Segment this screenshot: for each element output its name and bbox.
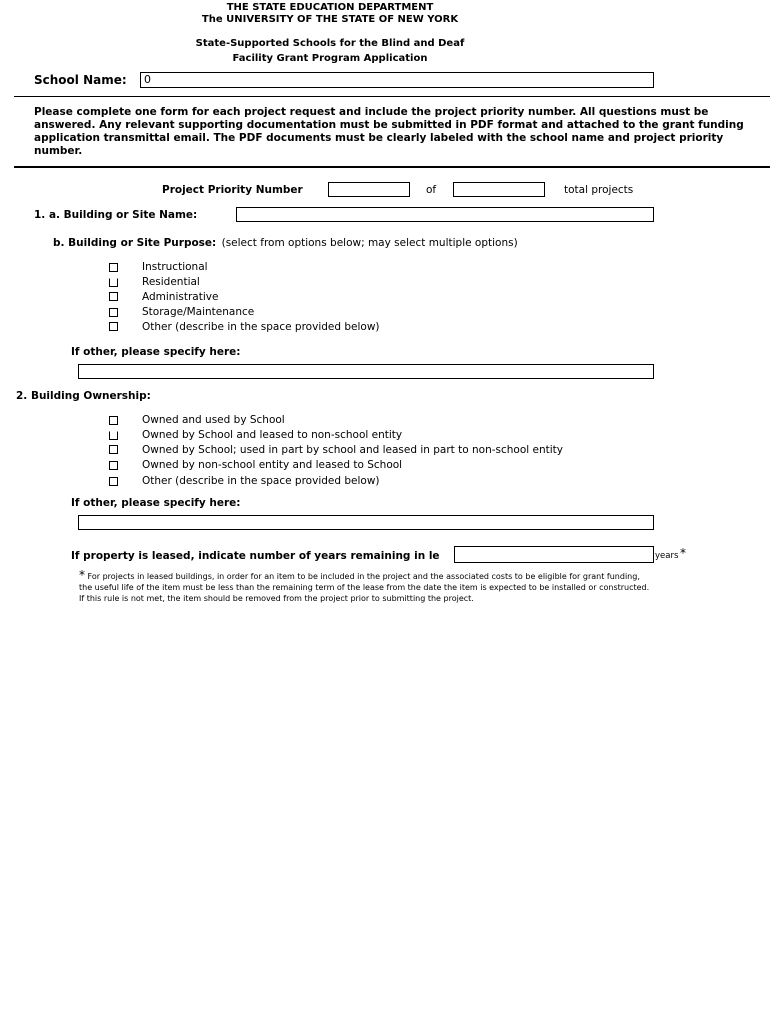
priority-number-field[interactable] bbox=[328, 182, 410, 197]
purpose-other-checkbox[interactable] bbox=[109, 322, 118, 331]
building-purpose-label: b. Building or Site Purpose: bbox=[53, 237, 217, 249]
ownership-option-label: Owned by School and leased to non-school entity bbox=[142, 429, 403, 441]
priority-number-label: Project Priority Number bbox=[162, 184, 303, 196]
ownership-partial-lease-checkbox[interactable] bbox=[109, 445, 118, 454]
building-name-field[interactable] bbox=[236, 207, 654, 222]
building-name-label: 1. a. Building or Site Name: bbox=[34, 209, 198, 221]
divider-top bbox=[14, 96, 770, 97]
purpose-option-label: Administrative bbox=[142, 291, 219, 303]
ownership-option-label: Other (describe in the space provided below) bbox=[142, 475, 380, 487]
purpose-other-field[interactable] bbox=[78, 364, 654, 379]
divider-instructions bbox=[14, 166, 770, 168]
lease-footnote bbox=[79, 570, 654, 604]
school-name-label: School Name: bbox=[34, 73, 127, 87]
ownership-label: 2. Building Ownership: bbox=[16, 390, 151, 402]
lease-asterisk: * bbox=[680, 546, 686, 560]
ownership-other-field[interactable] bbox=[78, 515, 654, 530]
total-projects-label: total projects bbox=[564, 184, 634, 196]
purpose-option-label: Instructional bbox=[142, 261, 208, 273]
instructions-text: Please complete one form for each project request and include the project priority number. All questions must be answered. Any relevant supporting documentation must be submitted in PDF format and attached to the grant funding application transmittal email. The PDF documents must be clearly labeled with the school name and project priority number. bbox=[34, 106, 744, 157]
header-program: State-Supported Schools for the Blind and Deaf bbox=[195, 38, 465, 49]
purpose-storage-checkbox[interactable] bbox=[109, 308, 118, 317]
ownership-option-label: Owned by School; used in part by school and leased in part to non-school entity bbox=[142, 444, 564, 456]
footnote-text: For projects in leased buildings, in order for an item to be included in the project and the associated costs to be eligible for grant funding, the useful life of the item must be less than the remaining term of the lease from the date the item is expected to be installed or constructed. If this rule is not met, the item should be removed from the project prior to submitting the project. bbox=[79, 572, 650, 603]
header-form-title: Facility Grant Program Application bbox=[232, 53, 428, 64]
purpose-option-label: Other (describe in the space provided below) bbox=[142, 321, 380, 333]
purpose-option-label: Residential bbox=[142, 276, 200, 288]
ownership-owned-used-checkbox[interactable] bbox=[109, 416, 118, 425]
lease-years-field[interactable] bbox=[454, 546, 654, 563]
priority-of-label: of bbox=[426, 184, 437, 196]
purpose-instructional-checkbox[interactable] bbox=[109, 263, 118, 272]
building-purpose-question bbox=[53, 237, 518, 249]
header-university: The UNIVERSITY OF THE STATE OF NEW YORK bbox=[201, 14, 459, 25]
ownership-other-label: If other, please specify here: bbox=[71, 497, 241, 509]
purpose-administrative-checkbox[interactable] bbox=[109, 292, 118, 301]
header-department: THE STATE EDUCATION DEPARTMENT bbox=[226, 2, 434, 13]
purpose-residential-checkbox[interactable] bbox=[109, 278, 118, 287]
school-name-field[interactable]: 0 bbox=[140, 72, 654, 88]
footnote-asterisk: * bbox=[79, 568, 85, 582]
total-projects-field[interactable] bbox=[453, 182, 545, 197]
lease-years-label: If property is leased, indicate number of years remaining in le bbox=[71, 550, 440, 562]
ownership-leased-out-checkbox[interactable] bbox=[109, 431, 118, 440]
years-unit-label: years bbox=[655, 551, 679, 561]
ownership-leased-in-checkbox[interactable] bbox=[109, 461, 118, 470]
ownership-option-label: Owned by non-school entity and leased to School bbox=[142, 459, 403, 471]
ownership-option-label: Owned and used by School bbox=[142, 414, 285, 426]
building-purpose-hint: (select from options below; may select multiple options) bbox=[221, 237, 518, 249]
ownership-other-checkbox[interactable] bbox=[109, 477, 118, 486]
purpose-other-label: If other, please specify here: bbox=[71, 346, 241, 358]
purpose-option-label: Storage/Maintenance bbox=[142, 306, 255, 318]
